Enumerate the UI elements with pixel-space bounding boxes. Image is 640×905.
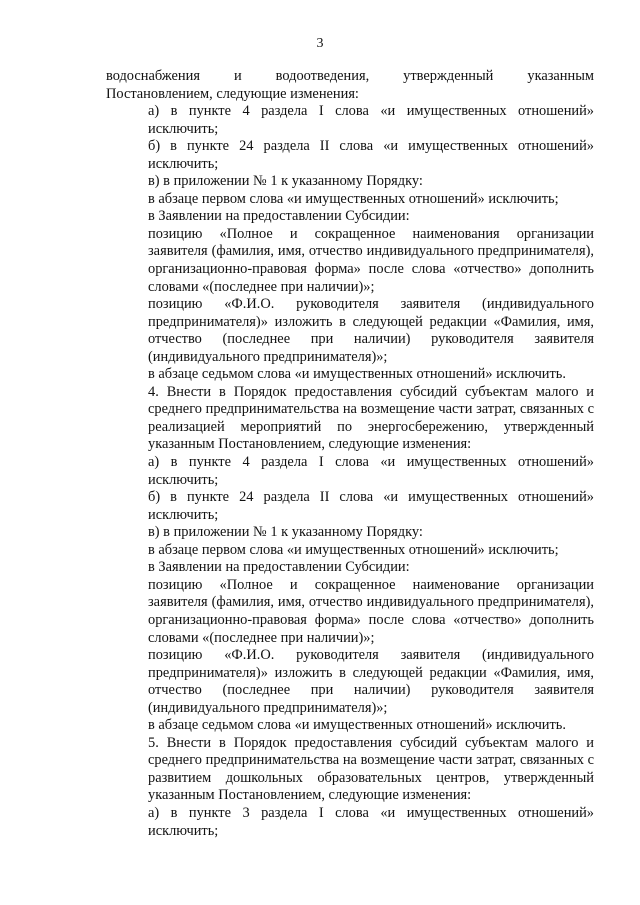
text-line: позицию «Ф.И.О. руководителя заявителя (индивидуального <box>148 296 594 313</box>
paragraph <box>106 647 594 717</box>
text-line: заявителя (фамилия, имя, отчество индивидуального предпринимателя), <box>148 243 594 260</box>
text-line: в абзаце седьмом слова «и имущественных отношений» исключить. <box>148 717 566 734</box>
page-number: 3 <box>316 36 324 51</box>
paragraph <box>106 173 594 191</box>
text-line: предпринимателя)» изложить в следующей редакции «Фамилия, имя, <box>148 664 594 681</box>
text-line: позицию «Ф.И.О. руководителя заявителя (индивидуального <box>148 647 594 664</box>
text-line: предпринимателя)» изложить в следующей редакции «Фамилия, имя, <box>148 313 594 330</box>
paragraph <box>106 366 594 384</box>
paragraph <box>106 226 594 296</box>
paragraph <box>106 542 594 560</box>
paragraph <box>106 103 594 138</box>
text-line: исключить; <box>148 506 219 523</box>
paragraph <box>106 68 594 103</box>
text-line: организационно-правовая форма» после слова «отчество» дополнить <box>148 611 594 628</box>
text-line: (индивидуального предпринимателя)»; <box>148 348 388 365</box>
paragraph <box>106 735 594 805</box>
paragraph <box>106 296 594 366</box>
text-line: в абзаце первом слова «и имущественных отношений» исключить; <box>148 190 559 207</box>
paragraph <box>106 489 594 524</box>
text-line: заявителя (фамилия, имя, отчество индивидуального предпринимателя), <box>148 594 594 611</box>
text-line: указанным Постановлением, следующие изменения: <box>148 787 472 804</box>
paragraph <box>106 138 594 173</box>
text-line: б) в пункте 24 раздела II слова «и имущественных отношений» <box>148 138 594 155</box>
text-line: развитием дошкольных образовательных центров, утвержденный <box>148 769 594 786</box>
text-line: реализацией мероприятий по энергосбережению, утвержденный <box>148 418 594 435</box>
paragraph <box>106 559 594 577</box>
text-line: отчество (последнее при наличии) руководителя заявителя <box>148 682 594 699</box>
paragraph <box>106 717 594 735</box>
text-line: словами «(последнее при наличии)»; <box>148 629 375 646</box>
text-line: а) в пункте 4 раздела I слова «и имущественных отношений» <box>148 454 594 471</box>
text-line: указанным Постановлением, следующие изменения: <box>148 436 472 453</box>
text-line: в) в приложении № 1 к указанному Порядку: <box>148 524 423 541</box>
text-line: водоснабжения и водоотведения, утвержденный указанным <box>106 68 594 84</box>
paragraph <box>106 191 594 209</box>
paragraph <box>106 384 594 454</box>
paragraph <box>106 805 594 840</box>
document-body <box>106 68 594 840</box>
paragraph <box>106 577 594 647</box>
text-line: исключить; <box>148 471 219 488</box>
text-line: исключить; <box>148 155 219 172</box>
paragraph <box>106 524 594 542</box>
text-line: исключить; <box>148 120 219 137</box>
text-line: среднего предпринимательства на возмещение части затрат, связанных с <box>148 752 594 769</box>
text-line: отчество (последнее при наличии) руководителя заявителя <box>148 331 594 348</box>
text-line: организационно-правовая форма» после слова «отчество» дополнить <box>148 261 594 278</box>
text-line: среднего предпринимательства на возмещение части затрат, связанных с <box>148 401 594 418</box>
text-line: в абзаце первом слова «и имущественных отношений» исключить; <box>148 541 559 558</box>
text-line: (индивидуального предпринимателя)»; <box>148 699 388 716</box>
text-line: в) в приложении № 1 к указанному Порядку: <box>148 173 423 190</box>
text-line: Постановлением, следующие изменения: <box>106 85 359 102</box>
text-line: в абзаце седьмом слова «и имущественных отношений» исключить. <box>148 366 566 383</box>
text-line: б) в пункте 24 раздела II слова «и имущественных отношений» <box>148 489 594 506</box>
paragraph <box>106 454 594 489</box>
text-line: позицию «Полное и сокращенное наименование организации <box>148 576 594 593</box>
paragraph <box>106 208 594 226</box>
text-line: словами «(последнее при наличии)»; <box>148 278 375 295</box>
text-line: в Заявлении на предоставлении Субсидии: <box>148 208 410 225</box>
text-line: позицию «Полное и сокращенное наименования организации <box>148 225 594 242</box>
text-line: а) в пункте 4 раздела I слова «и имущественных отношений» <box>148 103 594 120</box>
text-line: 5. Внести в Порядок предоставления субсидий субъектам малого и <box>148 734 594 751</box>
text-line: исключить; <box>148 822 219 839</box>
text-line: а) в пункте 3 раздела I слова «и имущественных отношений» <box>148 804 594 821</box>
text-line: 4. Внести в Порядок предоставления субсидий субъектам малого и <box>148 383 594 400</box>
text-line: в Заявлении на предоставлении Субсидии: <box>148 559 410 576</box>
